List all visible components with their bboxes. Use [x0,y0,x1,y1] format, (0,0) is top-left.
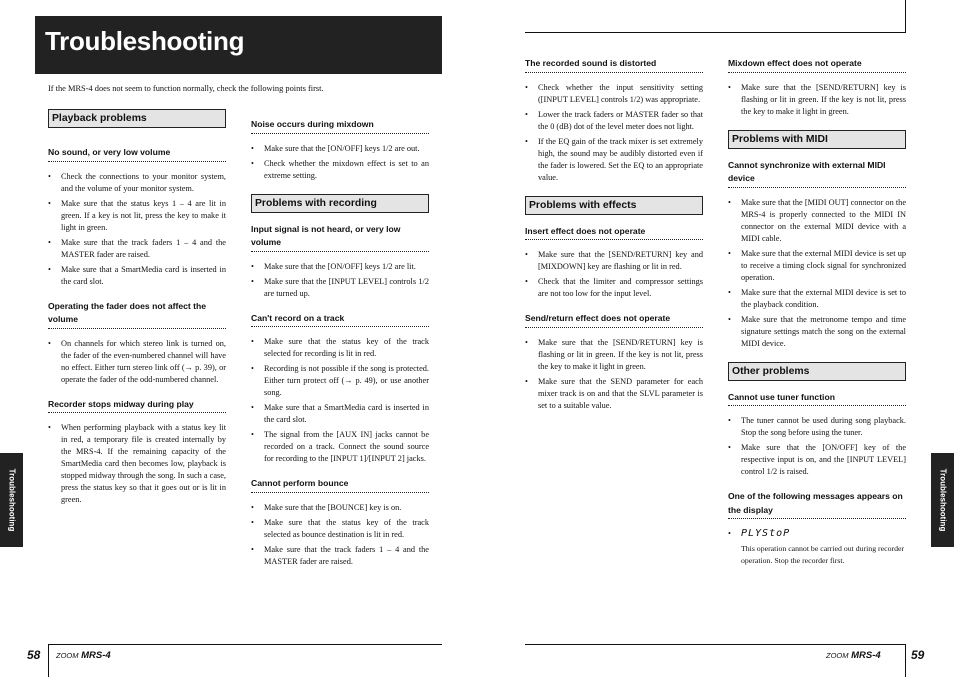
brand-name: ZOOM [826,651,849,660]
bullet-list [48,171,226,288]
title-banner [35,16,442,74]
subhead: Cannot use tuner function [728,391,906,407]
section-box-other: Other problems [728,362,906,381]
side-tab-label: Troubleshooting [938,468,947,532]
footer-rule-left [48,644,442,645]
intro-text: If the MRS-4 does not seem to function normally, check the following points first. [48,84,324,93]
list-item: • When performing playback with a status key lit in red, a temporary file is created internally by the MRS-4. If the remaining capacity of the SmartMedia card then becomes low, playback is stopped midway through the song. In such a case, press the status key so that it goes out or is lit in green. [48,422,226,506]
list-item: • Make sure that the [ON/OFF] keys 1/2 are lit. [251,261,429,273]
brand-name: ZOOM [56,651,79,660]
bullet-list [48,338,226,386]
footer-brand-left [56,650,111,661]
section-box-midi: Problems with MIDI [728,130,906,149]
footer-rule-right [525,644,906,645]
message-list [728,528,906,540]
footer-divider-right [905,644,906,677]
list-item: • Make sure that the [SEND/RETURN] key and [MIXDOWN] key are flashing or lit in red. [525,249,703,273]
subhead: Input signal is not heard, or very low volume [251,223,429,252]
bullet-list [728,197,906,350]
list-item: • Make sure that the [ON/OFF] keys 1/2 are out. [251,143,429,155]
list-item: • Lower the track faders or MASTER fader so that the 0 (dB) dot of the level meter does not light. [525,109,703,133]
footer-brand-right [826,650,881,661]
subhead: No sound, or very low volume [48,146,226,162]
list-item: • Make sure that the [MIDI OUT] connector on the MRS-4 is properly connected to the MIDI IN connector on the external MIDI device with a MIDI cable. [728,197,906,245]
section-box-playback: Playback problems [48,109,226,128]
page-number-left: 58 [27,648,41,662]
list-item: • Make sure that the [BOUNCE] key is on. [251,502,429,514]
list-item: • Make sure that the metronome tempo and time signature settings match the song on the external MIDI device. [728,314,906,350]
subhead: Send/return effect does not operate [525,312,703,328]
list-item: • Make sure that the [ON/OFF] key of the respective input is on, and the [INPUT LEVEL] control 1/2 is raised. [728,442,906,478]
side-tab-right [931,453,954,547]
bullet-list [251,143,429,182]
header-rule [525,32,906,33]
side-tab-left [0,453,23,547]
bullet-list [728,82,906,118]
side-tab-label: Troubleshooting [7,468,16,532]
list-item: • Make sure that a SmartMedia card is inserted in the card slot. [251,402,429,426]
header-rule-vertical [905,0,906,32]
subhead: One of the following messages appears on the display [728,490,906,519]
section-box-recording: Problems with recording [251,194,429,213]
subhead: Insert effect does not operate [525,225,703,241]
subhead: Cannot perform bounce [251,477,429,493]
list-item: • Make sure that the track faders 1 – 4 and the MASTER fader are raised. [251,544,429,568]
bullet-list [525,337,703,412]
subhead: Can't record on a track [251,312,429,328]
list-item: • Check whether the input sensitivity setting ([INPUT LEVEL] controls 1/2) was appropriate. [525,82,703,106]
list-item: • Make sure that the status keys 1 – 4 are lit in green. If a key is not lit, press the key to make it light in green. [48,198,226,234]
list-item: • If the EQ gain of the track mixer is set extremely high, the sound may be audibly distorted even if the fader is lowered. Set the EQ to an appropriate value. [525,136,703,184]
list-item: • Make sure that the [SEND/RETURN] key is flashing or lit in green. If the key is not lit, press the key to make it light in green. [728,82,906,118]
subhead: Recorder stops midway during play [48,398,226,414]
page-number-right: 59 [911,648,925,662]
list-item: • The signal from the [AUX IN] jacks cannot be recorded on a track. Connect the sound source for recording to the [INPUT 1]/[INPUT 2] jacks. [251,429,429,465]
column-3 [525,57,703,424]
subhead: Mixdown effect does not operate [728,57,906,73]
list-item: • Make sure that the [SEND/RETURN] key is flashing or lit in green. If the key is not lit, press the key to make it light in green. [525,337,703,373]
list-item: • Make sure that the external MIDI device is set to the playback condition. [728,287,906,311]
list-item: • Recording is not possible if the song is protected. Either turn protect off (→ p. 49), or use another song. [251,363,429,399]
list-item: • Make sure that a SmartMedia card is inserted in the card slot. [48,264,226,288]
section-box-effects: Problems with effects [525,196,703,215]
list-item: • On channels for which stereo link is turned on, the fader of the even-numbered channel will have no effect. Either turn stereo link off (→ p. 39), or operate the fader of the odd-numbered channel. [48,338,226,386]
bullet-list [251,502,429,568]
model-name: MRS-4 [851,650,881,661]
list-item: • Make sure that the SEND parameter for each mixer track is on and that the SLVL parameter is set to a suitable value. [525,376,703,412]
list-item: • Make sure that the track faders 1 – 4 and the MASTER fader are raised. [48,237,226,261]
subhead: Operating the fader does not affect the volume [48,300,226,329]
message-item [728,528,906,540]
column-2 [251,118,429,580]
list-item: • Make sure that the external MIDI device is set up to receive a timing clock signal for synchronized operation. [728,248,906,284]
list-item: • Make sure that the status key of the track selected for recording is lit in red. [251,336,429,360]
column-1 [48,109,226,518]
list-item: • Make sure that the status key of the track selected as bounce destination is lit in red. [251,517,429,541]
list-item: • Check whether the mixdown effect is set to an extreme setting. [251,158,429,182]
list-item: • Check that the limiter and compressor settings are not too low for the input level. [525,276,703,300]
bullet-list [525,82,703,184]
bullet-list [251,336,429,465]
model-name: MRS-4 [81,650,111,661]
subhead: The recorded sound is distorted [525,57,703,73]
bullet-list [48,422,226,506]
column-4 [728,57,906,566]
footer-divider-left [48,644,49,677]
bullet-list [525,249,703,300]
bullet-list [251,261,429,300]
display-message: PLYStoP [741,528,791,539]
list-item: • Make sure that the [INPUT LEVEL] controls 1/2 are turned up. [251,276,429,300]
list-item: • The tuner cannot be used during song playback. Stop the song before using the tuner. [728,415,906,439]
subhead: Cannot synchronize with external MIDI device [728,159,906,188]
message-description: This operation cannot be carried out during recorder operation. Stop the recorder first. [741,544,905,565]
list-item: • Check the connections to your monitor system, and the volume of your monitor system. [48,171,226,195]
subhead: Noise occurs during mixdown [251,118,429,134]
page-title: Troubleshooting [45,26,245,56]
bullet-list [728,415,906,478]
